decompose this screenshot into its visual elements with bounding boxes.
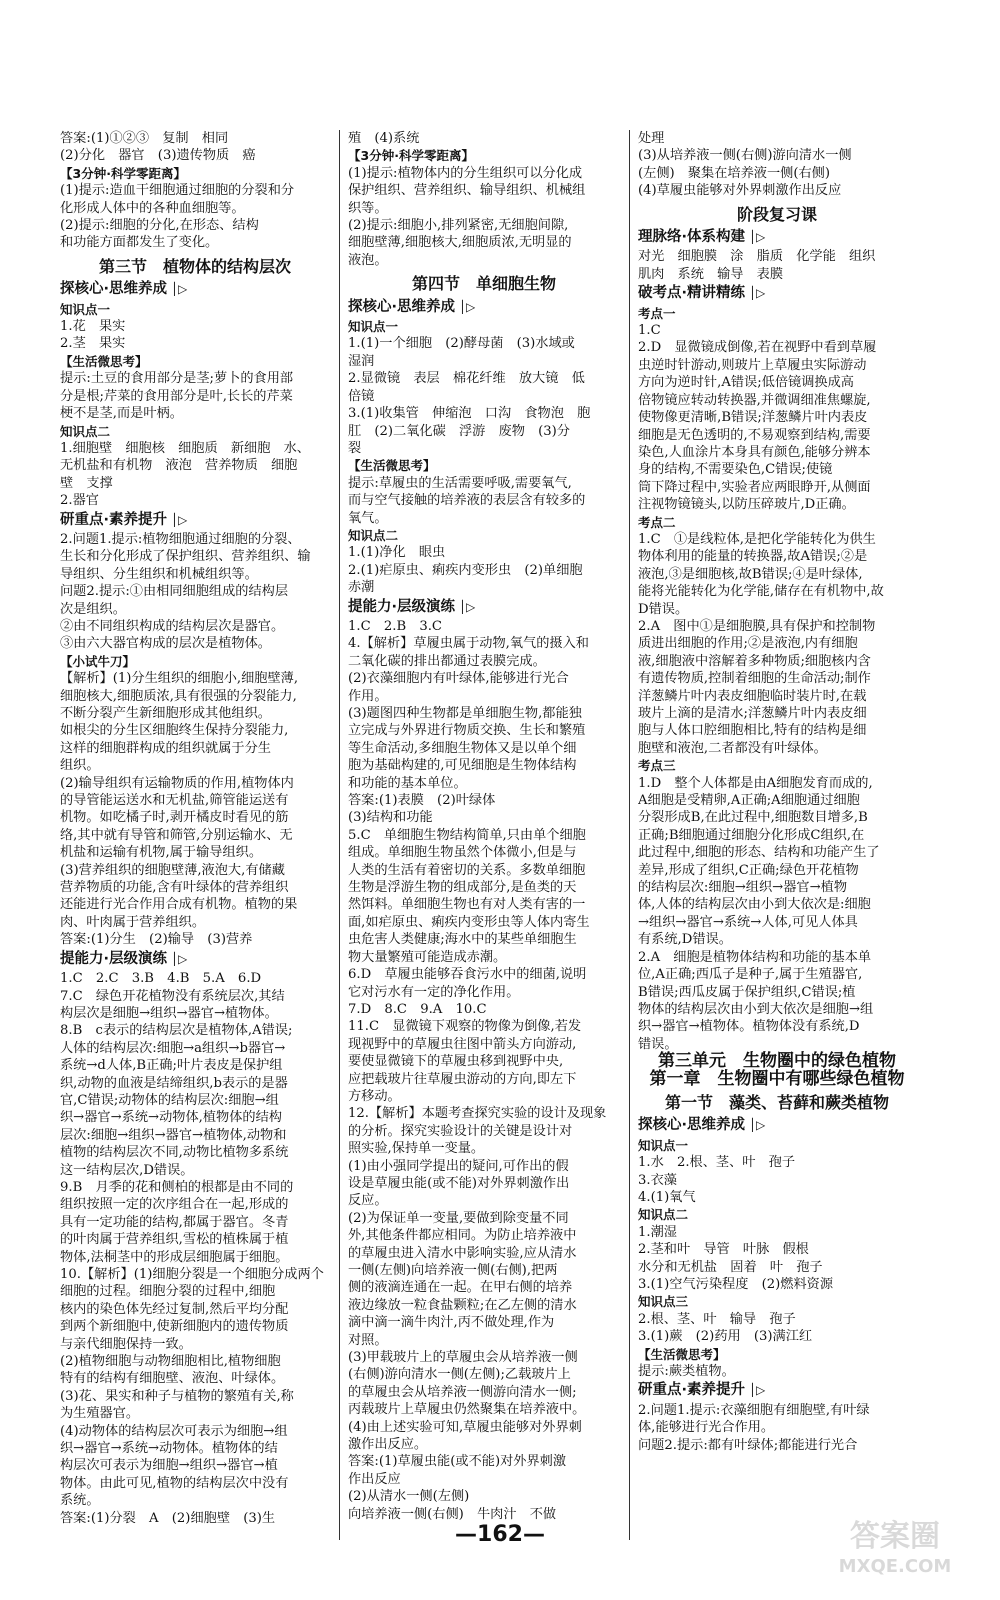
text-line: 照实验,保持单一变量。	[348, 1141, 485, 1157]
text-line: 肛 (2)二氧化碳 浮游 废物 (3)分	[348, 423, 570, 439]
text-line: 体,能够进行光合作用。	[638, 1420, 775, 1436]
text-line: 络,其中就有导管和筛管,分别运输水、无	[60, 827, 293, 843]
text-line: 筒下降过程中,实验者应两眼睁开,从侧面	[638, 479, 871, 495]
text-line: 作出反应	[348, 1471, 401, 1487]
text-line: 液边缘放一粒食盐颗粒;在乙左侧的清水	[348, 1297, 577, 1313]
text-line: 机物。如吃橘子时,剥开橘皮时看见的筋	[60, 810, 289, 826]
text-line: 现视野中的草履虫往图中箭头方向游动,	[348, 1036, 577, 1052]
subsection-heading: 理脉络·体系构建 │▷	[638, 229, 916, 246]
text-line: 面,如疟原虫、痢疾内变形虫等人体内寄生	[348, 914, 590, 930]
text-line: 裂	[348, 440, 362, 456]
text-line: 4.【解析】草履虫属于动物,氧气的摄入和	[348, 636, 589, 652]
text-line: 具有一定功能的结构,都属于器官。冬青	[60, 1214, 289, 1230]
text-line: 物体,法桐茎中的形成层细胞属于细胞。	[60, 1249, 289, 1265]
text-line: 1.D 整个人体都是由A细胞发育而成的,	[638, 775, 873, 791]
text-line: 1.细胞壁 细胞核 细胞质 新细胞 水、	[60, 440, 310, 456]
left-column	[60, 130, 330, 1527]
subsection-heading: 探核心·思维养成 │▷	[348, 299, 620, 316]
text-line: 织→器官→系统→动物体。植物体的结	[60, 1441, 278, 1457]
text-line: 2.器官	[60, 493, 99, 509]
text-line: 反应。	[348, 1193, 388, 1209]
text-line: 氧气。	[348, 510, 388, 526]
text-line: 答案:(1)表膜 (2)叶绿体	[348, 793, 496, 809]
text-line: 洋葱鳞片叶内表皮细胞临时装片时,在载	[638, 688, 867, 704]
label-tag: 知识点三	[638, 1294, 689, 1310]
text-line: 细胞壁薄,细胞核大,细胞质浓,无明显的	[348, 235, 572, 251]
subsection-heading: 破考点·精讲精练 │▷	[638, 285, 916, 302]
text-line: 提示:草履虫的生活需要呼吸,需要氧气,	[348, 475, 572, 491]
column-divider-left	[339, 130, 340, 1540]
text-line: 系统→d人体,B正确;叶片表皮是保护组	[60, 1058, 283, 1074]
text-line: 这样的细胞群构成的组织就属于分生	[60, 740, 271, 756]
text-line: 植物的结构层次不同,动物比植物多系统	[60, 1145, 289, 1161]
text-line: 机盐和运输有机物,属于输导组织。	[60, 845, 263, 861]
text-line: 1.(1)一个细胞 (2)酵母菌 (3)水域或	[348, 336, 575, 352]
section-heading: 阶段复习课	[736, 204, 817, 224]
text-line: 次是组织。	[60, 601, 126, 617]
text-line: 11.C 显微镜下观察的物像为倒像,若发	[348, 1019, 582, 1035]
text-line: 液泡,③是细胞核,故B错误;④是叶绿体,	[638, 566, 863, 582]
text-line: 【解析】(1)分生组织的细胞小,细胞壁薄,	[60, 671, 299, 687]
svg-text:MXQE.COM: MXQE.COM	[838, 1556, 952, 1577]
label-tag: 知识点一	[348, 319, 399, 335]
text-line: (3)甲载玻片上的草履虫会从培养液一侧	[348, 1350, 578, 1366]
text-line: 立完成与外界进行物质交换、生长和繁殖	[348, 723, 586, 739]
text-line: 液,细胞液中溶解着多种物质;细胞核内含	[638, 653, 871, 669]
text-line: 3.(1)收集管 伸缩泡 口沟 食物泡 胞	[348, 406, 591, 422]
label-tag: 知识点二	[60, 423, 111, 439]
label-tag: 【3分钟·科学零距离】	[60, 165, 186, 181]
text-line: 导组织、分生组织和机械组织等。	[60, 566, 258, 582]
text-line: 方移动。	[348, 1088, 401, 1104]
text-line: (2)提示:细胞的分化,在形态、结构	[60, 218, 259, 234]
text-line: (2)从清水一侧(左侧)	[348, 1489, 470, 1505]
text-line: 3.(1)空气污染程度 (2)燃料资源	[638, 1277, 834, 1292]
text-line: 然饵料。单细胞生物也有对人类有害的一	[348, 897, 586, 913]
text-line: (1)提示:植物体内的分生组织可以分化成	[348, 165, 583, 181]
text-line: 2.显微镜 表层 棉花纤维 放大镜 低	[348, 371, 585, 387]
text-line: 提示:蕨类植物。	[638, 1364, 735, 1380]
text-line: 5.C 单细胞生物结构简单,只由单个细胞	[348, 827, 586, 843]
text-line: 位,A正确;西瓜子是种子,属于生殖器官,	[638, 967, 863, 983]
text-line: 问题2.提示:①由相同细胞组成的结构层	[60, 584, 289, 600]
label-tag: 考点二	[638, 514, 676, 530]
section-heading: 第一章 生物圈中有哪些绿色植物	[649, 1068, 905, 1089]
text-line: 细胞核大,细胞质浓,具有很强的分裂能力,	[60, 688, 297, 704]
text-line: 身的结构,不需要染色,C错误;使镜	[638, 462, 833, 478]
text-line: 质进出细胞的作用;②是液泡,内有细胞	[638, 636, 858, 652]
subsection-heading: 探核心·思维养成 │▷	[60, 281, 330, 298]
text-line: 1.潮湿	[638, 1224, 677, 1240]
text-line: 胞壁和液泡,二者都没有叶绿体。	[638, 740, 827, 756]
text-line: 6.D 草履虫能够吞食污水中的细菌,说明	[348, 967, 587, 983]
text-line: 2.(1)疟原虫、痢疾内变形虫 (2)单细胞	[348, 562, 583, 578]
text-line: 错误。	[638, 1036, 678, 1052]
text-line: 物体的结构层次由小到大依次是细胞→组	[638, 1001, 874, 1017]
text-line: 的结构层次:细胞→组织→器官→植物	[638, 880, 848, 896]
text-line: 9.B 月季的花和侧柏的根都是由不同的	[60, 1179, 294, 1195]
text-line: 层次:细胞→组织→器官→植物体,动物和	[60, 1127, 287, 1143]
svg-text:答案圈: 答案圈	[850, 1519, 940, 1554]
text-line: 的叶肉属于营养组织,雪松的植株属于植	[60, 1232, 289, 1248]
text-line: 水分和无机盐 固着 叶 孢子	[638, 1259, 823, 1275]
text-line: 有遗传物质,控制着细胞的生命活动;制作	[638, 671, 871, 687]
text-line: 而与空气接触的培养液的表层含有较多的	[348, 493, 586, 509]
text-line: 注视物镜镜头,以防压碎玻片,D正确。	[638, 497, 855, 513]
text-line: 组织按照一定的次序组合在一起,形成的	[60, 1197, 289, 1213]
text-line: 生长和分化形成了保护组织、营养组织、输	[60, 549, 311, 565]
text-line: 细胞是无色透明的,不易观察到结构,需要	[638, 427, 871, 443]
text-line: 这一结构层次,D错误。	[60, 1162, 194, 1178]
text-line: (2)植物细胞与动物细胞相比,植物细胞	[60, 1354, 281, 1370]
text-line: 此过程中,细胞的形态、结构和功能产生了	[638, 845, 880, 861]
text-line: 壁 支撑	[60, 475, 113, 491]
text-line: 答案:(1)草履虫能(或不能)对外界刺激	[348, 1454, 567, 1470]
text-line: 有系统,D错误。	[638, 932, 732, 948]
column-divider-right	[629, 130, 630, 1540]
right-column	[638, 130, 916, 1454]
text-line: 1.C ①是线粒体,是把化学能转化为供生	[638, 531, 876, 547]
text-line: (4)由上述实验可知,草履虫能够对外界刺	[348, 1419, 582, 1435]
text-line: 织,动物的血液是结缔组织,b表示的是器	[60, 1075, 288, 1091]
text-line: 肉、叶肉属于营养组织。	[60, 914, 206, 930]
text-line: 物大量繁殖可能造成赤潮。	[348, 949, 507, 965]
text-line: 不断分裂产生新细胞形成其他组织。	[60, 706, 271, 721]
text-line: 3.衣藻	[638, 1172, 677, 1188]
text-line: 虫逆时针游动,则玻片上草履虫实际游动	[638, 357, 867, 373]
text-line: 染色,人血涂片本身具有颜色,能够分辨本	[638, 444, 871, 460]
text-line: 倍物镜应转动转换器,并微调细准焦螺旋,	[638, 392, 871, 408]
text-line: 织→器官→系统→动物体,植物体的结构	[60, 1110, 282, 1126]
text-line: 殖 (4)系统	[348, 131, 420, 146]
text-line: 分是根;芹菜的食用部分是叶,长长的芹菜	[60, 388, 293, 404]
text-line: 答案:(1)分生 (2)输导 (3)营养	[60, 932, 253, 948]
text-line: 激作出反应。	[348, 1437, 428, 1453]
text-line: 官,C错误;动物体的结构层次:细胞→组	[60, 1092, 279, 1108]
text-line: 1.C	[638, 323, 661, 339]
text-line: 的分析。探究实验设计的关键是设计对	[348, 1123, 573, 1139]
text-line: 1.水 2.根、茎、叶 孢子	[638, 1155, 796, 1171]
text-line: (1)由小强同学提出的疑问,可作出的假	[348, 1158, 569, 1174]
text-line: 的草履虫会从培养液一侧游向清水一侧;	[348, 1384, 577, 1400]
text-line: 它对污水有一定的净化作用。	[348, 984, 520, 1000]
text-line: 细胞的过程。细胞分裂的过程中,细胞	[60, 1284, 276, 1300]
text-line: 对照。	[348, 1332, 388, 1348]
text-line: 侧的液滴连通在一起。在甲右侧的培养	[348, 1280, 573, 1296]
text-line: (3)花、果实和种子与植物的繁殖有关,称	[60, 1388, 294, 1404]
label-tag: 【生活微思考】	[638, 1346, 726, 1362]
text-line: (2)分化 器官 (3)遗传物质 癌	[60, 148, 256, 164]
text-line: 7.D 8.C 9.A 10.C	[348, 1001, 487, 1017]
text-line: 人类的生活有着密切的关系。多数单细胞	[348, 862, 586, 878]
text-line: 营养物质的功能,含有叶绿体的营养组织	[60, 880, 289, 896]
label-tag: 考点三	[638, 758, 676, 774]
text-line: (右侧)游向清水一侧(左侧);乙载玻片上	[348, 1367, 571, 1383]
text-line: 对光 细胞膜 涂 脂质 化学能 组织	[638, 249, 876, 265]
text-line: 方向为逆时针,A错误;低倍镜调换成高	[638, 375, 854, 391]
text-line: 虫危害人类健康;海水中的某些单细胞生	[348, 932, 577, 948]
text-line: 答案:(1)①②③ 复制 相同	[60, 131, 229, 146]
text-line: 还能进行光合作用合成有机物。植物的果	[60, 897, 298, 913]
label-tag: 知识点二	[348, 527, 399, 543]
text-line: 组织。	[60, 758, 100, 774]
text-line: 2.A 细胞是植物体结构和功能的基本单	[638, 949, 872, 965]
subsection-heading: 研重点·素养提升 │▷	[638, 1382, 916, 1399]
label-tag: 【3分钟·科学零距离】	[348, 148, 474, 164]
text-line: 1.(1)净化 眼虫	[348, 545, 446, 561]
section-heading: 第一节 藻类、苔藓和蕨类植物	[664, 1092, 889, 1112]
text-line: 到两个新细胞中,使新细胞内的遗传物质	[60, 1319, 289, 1335]
text-line: (2)提示:细胞小,排列紧密,无细胞间隙,	[348, 218, 569, 234]
text-line: 的导管能运送水和无机盐,筛管能运送有	[60, 793, 289, 809]
text-line: 生物是浮游生物的组成部分,是鱼类的天	[348, 880, 577, 896]
text-line: (4)草履虫能够对外界刺激作出反应	[638, 183, 842, 199]
text-line: D错误。	[638, 601, 689, 617]
text-line: 等生命活动,多细胞生物体又是以单个细	[348, 740, 577, 756]
text-line: →组织→器官→系统→人体,可见人体具	[638, 914, 858, 930]
label-tag: 考点一	[638, 305, 676, 321]
text-line: 织等。	[348, 200, 388, 216]
text-line: 和功能的基本单位。	[348, 775, 467, 791]
text-line: 无机盐和有机物 液泡 营养物质 细胞	[60, 458, 298, 474]
text-line: (1)提示:造血干细胞通过细胞的分裂和分	[60, 183, 295, 199]
text-line: 构层次是细胞→组织→器官→植物体。	[60, 1005, 278, 1021]
text-line: 正确;B细胞通过细胞分化形成C组织,在	[638, 827, 865, 843]
text-line: 核内的染色体先经过复制,然后平均分配	[60, 1301, 289, 1317]
text-line: 构层次可表示为细胞→组织→器官→植	[60, 1458, 278, 1474]
page-number: —162—	[455, 1522, 545, 1547]
text-line: B错误;西瓜皮属于保护组织,C错误;植	[638, 984, 856, 1000]
text-line: 分裂形成B,在此过程中,细胞数目增多,B	[638, 810, 868, 826]
text-line: 外,其他条件都应相同。为防止培养液中	[348, 1228, 577, 1244]
label-tag: 知识点一	[60, 301, 111, 317]
text-line: 保护组织、营养组织、输导组织、机械组	[348, 183, 586, 199]
text-line: 3.(1)蕨 (2)药用 (3)满江红	[638, 1329, 813, 1345]
text-line: 1.C 2.C 3.B 4.B 5.A 6.D	[60, 971, 262, 987]
section-heading: 第四节 单细胞生物	[411, 274, 556, 294]
text-line: 答案:(1)分裂 A (2)细胞壁 (3)生	[60, 1510, 276, 1526]
label-tag: 知识点二	[638, 1207, 689, 1223]
text-line: 如根尖的分生区细胞终生保持分裂能力,	[60, 723, 289, 739]
text-line: 组成。单细胞生物虽然个体微小,但是与	[348, 845, 577, 861]
section-heading: 第三节 植物体的结构层次	[98, 256, 291, 276]
text-line: (3)从培养液一侧(右侧)游向清水一侧	[638, 148, 852, 164]
text-line: 7.C 绿色开花植物没有系统层次,其结	[60, 988, 285, 1004]
text-line: 4.(1)氧气	[638, 1189, 696, 1205]
text-line: 能将光能转化为化学能,储存在有机物中,故	[638, 584, 884, 600]
text-line: 2.茎 果实	[60, 336, 126, 352]
text-line: A细胞是受精卵,A正确;A细胞通过细胞	[638, 793, 860, 809]
text-line: 肌肉 系统 输导 表膜	[638, 266, 784, 282]
text-line: 一侧(左侧)向培养液一侧(右侧),把两	[348, 1263, 558, 1278]
text-line: 胞与人体口腔细胞相比,特有的结构是细	[638, 723, 867, 739]
text-line: 8.B c表示的结构层次是植物体,A错误;	[60, 1023, 293, 1039]
subsection-heading: 探核心·思维养成 │▷	[638, 1117, 916, 1134]
text-line: 滴中滴一滴牛肉汁,丙不做处理,作为	[348, 1315, 555, 1331]
text-line: 湿润	[348, 353, 375, 369]
middle-column	[348, 130, 620, 1523]
text-line: 系统。	[60, 1493, 100, 1509]
text-line: 物体。由此可见,植物的结构层次中没有	[60, 1475, 289, 1491]
text-line: 作用。	[348, 688, 388, 704]
text-line: 使物像更清晰,B错误;洋葱鳞片叶内表皮	[638, 410, 868, 426]
text-line: 为生殖器官。	[60, 1406, 140, 1422]
text-line: 差异,形成了组织,C正确;绿色开花植物	[638, 862, 859, 878]
text-line: (3)题图四种生物都是单细胞生物,都能独	[348, 706, 582, 721]
text-line: ③由六大器官构成的层次是植物体。	[60, 636, 271, 652]
text-line: 处理	[638, 131, 665, 146]
text-line: (左侧) 聚集在培养液一侧(右侧)	[638, 165, 831, 181]
text-line: 要使显微镜下的草履虫移到视野中央,	[348, 1054, 564, 1070]
text-line: 2.根、茎、叶 输导 孢子	[638, 1311, 796, 1327]
text-line: 10.【解析】(1)细胞分裂是一个细胞分成两个	[60, 1267, 324, 1282]
text-line: 体,人体的结构层次由小到大依次是:细胞	[638, 897, 871, 913]
label-tag: 【小试牛刀】	[60, 653, 136, 669]
text-line: 丙载玻片上草履虫仍然聚集在培养液中。	[348, 1402, 586, 1418]
text-line: 倍镜	[348, 388, 375, 404]
text-line: 1.花 果实	[60, 319, 126, 335]
text-line: 胞为基础构建的,可见细胞是生物体结构	[348, 758, 577, 774]
text-line: (2)衣藻细胞内有叶绿体,能够进行光合	[348, 671, 569, 687]
text-line: 1.C 2.B 3.C	[348, 618, 442, 634]
text-line: (2)输导组织有运输物质的作用,植物体内	[60, 775, 294, 791]
text-line: 设是草履虫能(或不能)对外界刺激作出	[348, 1175, 570, 1191]
text-line: 12.【解析】本题考查探究实验的设计及现象	[348, 1106, 607, 1122]
text-line: 2.D 显微镜成倒像,若在视野中看到草履	[638, 340, 877, 356]
text-line: 2.问题1.提示:植物细胞通过细胞的分裂、	[60, 531, 301, 547]
text-line: 向培养液一侧(右侧) 牛肉汁 不做	[348, 1506, 557, 1522]
text-line: (3)结构和功能	[348, 810, 433, 826]
subsection-heading: 提能力·层级演练 │▷	[348, 599, 620, 616]
section-heading: 第三单元 生物圈中的绿色植物	[658, 1051, 896, 1072]
label-tag: 【生活微思考】	[348, 458, 436, 474]
subsection-heading: 提能力·层级演练 │▷	[60, 951, 330, 968]
text-line: ②由不同组织构成的结构层次是器官。	[60, 618, 285, 634]
text-line: 2.茎和叶 导管 叶脉 假根	[638, 1242, 809, 1258]
text-line: (4)动物体的结构层次可表示为细胞→组	[60, 1423, 288, 1439]
watermark-logo	[820, 1510, 970, 1580]
text-line: 梗不是茎,而是叶柄。	[60, 406, 183, 422]
text-line: 应把载玻片往草履虫游动的方向,即左下	[348, 1071, 577, 1087]
text-line: 2.问题1.提示:衣藻细胞有细胞壁,有叶绿	[638, 1402, 870, 1418]
text-line: 赤潮	[348, 580, 375, 596]
text-line: 液泡。	[348, 252, 388, 268]
text-line: 与亲代细胞保持一致。	[60, 1336, 192, 1352]
text-line: 玻片上滴的是清水;洋葱鳞片叶内表皮细	[638, 706, 867, 721]
text-line: (3)营养组织的细胞壁薄,液泡大,有储藏	[60, 862, 285, 878]
text-line: 化形成人体中的各种血细胞等。	[60, 200, 245, 216]
text-line: 提示:土豆的食用部分是茎;萝卜的食用部	[60, 371, 294, 387]
label-tag: 知识点一	[638, 1137, 689, 1153]
text-line: 和功能方面都发生了变化。	[60, 235, 219, 251]
text-line: 2.A 图中①是细胞膜,具有保护和控制物	[638, 618, 876, 634]
text-line: (2)为保证单一变量,要做到除变量不同	[348, 1210, 569, 1226]
text-line: 人体的结构层次:细胞→a组织→b器官→	[60, 1040, 286, 1056]
text-line: 的草履虫进入清水中影响实验,应从清水	[348, 1245, 577, 1261]
text-line: 织→器官→植物体。植物体没有系统,D	[638, 1019, 860, 1035]
text-line: 问题2.提示:都有叶绿体;都能进行光合	[638, 1437, 858, 1453]
text-line: 物体利用的能量的转换器,故A错误;②是	[638, 549, 868, 565]
text-line: 二氧化碳的排出都通过表膜完成。	[348, 653, 546, 669]
text-line: 特有的结构有细胞壁、液泡、叶绿体。	[60, 1371, 285, 1387]
label-tag: 【生活微思考】	[60, 353, 148, 369]
subsection-heading: 研重点·素养提升 │▷	[60, 512, 330, 529]
